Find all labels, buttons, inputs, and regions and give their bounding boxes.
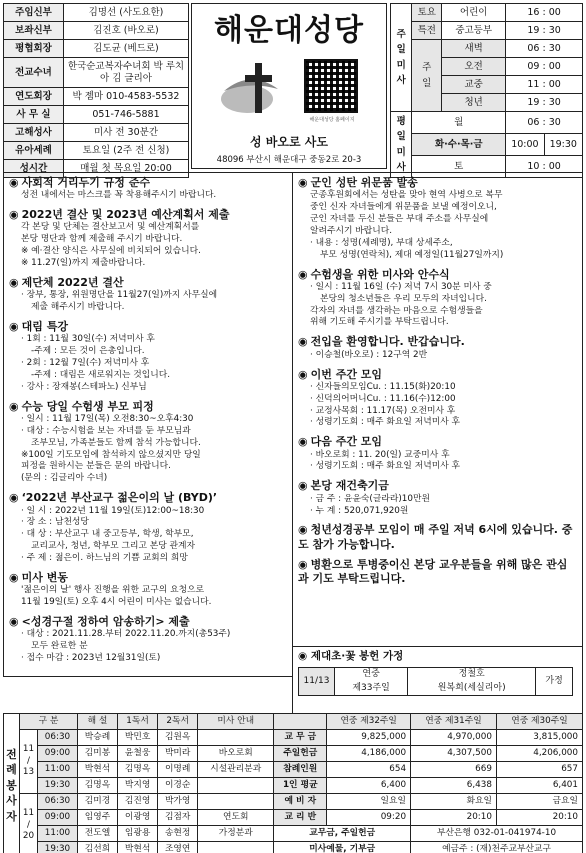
notice-line: '젊은이의 날' 행사 진행을 위한 교구의 요청으로 [21, 585, 205, 596]
service-cell: 송현정 [158, 826, 198, 842]
service-cell [198, 794, 274, 810]
stats-cell: 6,401 [496, 778, 582, 794]
footer-value: 부산은행 032-01-041974-10 [411, 826, 583, 842]
staff-value: 매월 첫 목요일 20:00 [64, 160, 189, 178]
notice-section [9, 491, 287, 565]
service-cell: 06:30 [38, 730, 78, 746]
notice-title: ◉ 본당 재건축기금 [298, 479, 389, 493]
notice-line: 군인 자녀를 두신 분들은 부대 주소를 사무실에 [310, 214, 489, 225]
sched-cell: 중고등부 [442, 22, 506, 40]
staff-role: 사 무 실 [4, 106, 64, 124]
stats-cell: 교 리 반 [274, 810, 327, 826]
notice-section [9, 276, 287, 314]
service-cell [198, 730, 274, 746]
notice-line: 교리교사, 청년, 학부모 그리고 본당 관계자 [31, 541, 196, 552]
notice-line: · 주 제 : 젊은이. 하느님의 기쁨 교회의 희망 [21, 553, 188, 564]
service-date: 11 / 20 [20, 794, 38, 853]
service-cell [198, 842, 274, 853]
service-cell: 시설관리분과 [198, 762, 274, 778]
right-notices [292, 172, 583, 677]
notice-section [298, 176, 577, 262]
notice-section [298, 268, 577, 330]
service-cell: 김진영 [118, 794, 158, 810]
notice-title: ◉ 청년성경공부 모임이 매 주일 저녁 6시에 있습니다. 중도 참가 가능합니다. [298, 523, 573, 551]
notice-title: ◉ ‘2022년 부산교구 젊은이의 날 (BYD)’ [9, 491, 218, 505]
notice-line: 본당의 청소년들은 우리 모두의 자녀입니다. [320, 293, 487, 304]
staff-role: 보좌신부 [4, 22, 64, 40]
notice-line: · 대 상 : 부산교구 내 중고등부, 학생, 학부모, [21, 529, 194, 540]
stats-cell: 4,186,000 [327, 746, 411, 762]
sched-cell: 06 : 30 [506, 112, 583, 134]
staff-role: 연도회장 [4, 88, 64, 106]
notice-line: 각 본당 및 단체는 결산보고서 및 예산계획서를 [21, 222, 200, 233]
flower-title: ◉ 제대초·꽃 봉헌 가정 [298, 650, 404, 662]
notice-line: · 신덕의어머니Cu. : 11.16(수)12:00 [310, 393, 456, 404]
notice-line: 부모 성명(연락처), 제대 예정일(11월27일까지) [320, 249, 504, 260]
notice-line: · 교정사목회 : 11.17(목) 오전미사 후 [310, 405, 456, 416]
sched-cell: 16 : 00 [506, 4, 583, 22]
sched-cell: 특전 [412, 22, 442, 40]
title-block [191, 3, 387, 169]
service-date: 11 / 13 [20, 730, 38, 794]
notice-line: (문의 : 김글리아 수녀) [21, 473, 108, 484]
service-cell: 이경순 [158, 778, 198, 794]
service-header: 해 설 [77, 714, 117, 730]
service-cell: 김명옥 [77, 778, 117, 794]
notice-line: · 바오로회 : 11. 20(일) 교중미사 후 [310, 449, 450, 460]
service-cell: 윤철웅 [118, 746, 158, 762]
stats-cell: 6,438 [411, 778, 497, 794]
flower-cell: 정철호 [408, 668, 536, 682]
notice-title: ◉ 군인 성탄 위문품 발송 [298, 176, 418, 189]
notice-title: ◉ 사회적 거리두기 규정 준수 [9, 176, 150, 189]
notice-line: · 장 소 : 남천성당 [21, 517, 89, 528]
notice-section [298, 335, 577, 361]
service-cell: 박현석 [118, 842, 158, 853]
notice-line: · 1회 : 11월 30일(수) 저녁미사 후 [21, 334, 155, 345]
service-cell: 임영주 [77, 810, 117, 826]
sched-cell: 교중 [442, 76, 506, 94]
service-cell: 김점자 [158, 810, 198, 826]
service-cell: 박지영 [118, 778, 158, 794]
sched-cell: 월 [412, 112, 506, 134]
stats-header: 연중 제32주일 [327, 714, 411, 730]
service-header: 미사 안내 [198, 714, 274, 730]
stats-header: 연중 제30주일 [496, 714, 582, 730]
notice-line: · 성령기도회 : 매주 화요일 저녁미사 후 [310, 461, 461, 472]
notice-line: 군종후원회에서는 성탄을 맞아 현역 사병으로 복무 [310, 190, 503, 201]
notice-line: 본당 명단과 함께 제출해 주시기 바랍니다. [21, 234, 183, 245]
notice-section [298, 558, 577, 587]
service-cell: 김원옥 [158, 730, 198, 746]
service-cell: 박민호 [118, 730, 158, 746]
notice-line: ※100일 기도모임에 참석하지 않으셨지만 당일 [21, 449, 201, 460]
notice-line: · 2회 : 12월 7일(수) 저녁미사 후 [21, 358, 150, 369]
sched-cell: 새벽 [442, 40, 506, 58]
staff-value: 한국순교복자수녀회 박 루치아 김 글리아 [64, 58, 189, 88]
stats-cell: 9,825,000 [327, 730, 411, 746]
notice-section [9, 176, 287, 202]
service-cell: 바오로회 [198, 746, 274, 762]
notice-title: ◉ <성경구절 정하여 암송하기> 제출 [9, 614, 190, 628]
service-cell: 조영연 [158, 842, 198, 853]
staff-value: 토요일 (2주 전 신청) [64, 142, 189, 160]
notice-section [9, 208, 287, 270]
sched-cell: 10 : 00 [506, 156, 583, 178]
service-cell: 박미라 [158, 746, 198, 762]
flower-cell: 제33주일 [335, 682, 408, 696]
notice-line: 성전 내에서는 마스크를 꼭 착용해주시기 바랍니다. [21, 190, 217, 201]
footer-label: 미사예물, 기부금 [274, 842, 411, 853]
notice-line: · 대상 : 수능시험을 보는 자녀를 둔 부모님과 [21, 425, 191, 436]
notice-line: · 일 시 : 2022년 11월 19일(토)12:00~18:30 [21, 505, 205, 516]
service-cell: 19:30 [38, 778, 78, 794]
sched-cell: 11 : 00 [506, 76, 583, 94]
staff-role: 주임신부 [4, 4, 64, 22]
staff-role: 성시간 [4, 160, 64, 178]
sunday-mass-label: 주일미사 [391, 4, 412, 112]
sched-cell: 청년 [442, 94, 506, 112]
service-cell: 박현석 [77, 762, 117, 778]
service-cell: 09:00 [38, 810, 78, 826]
service-cell: 이명례 [158, 762, 198, 778]
staff-role: 평협회장 [4, 40, 64, 58]
notice-title: ◉ 수험생을 위한 미사와 안수식 [298, 267, 450, 281]
notice-line: -주제 : 모든 것이 은총입니다. [31, 346, 145, 357]
stats-cell: 669 [411, 762, 497, 778]
sched-cell: 오전 [442, 58, 506, 76]
service-cell: 이광영 [118, 810, 158, 826]
stats-cell: 3,815,000 [496, 730, 582, 746]
notice-line: 위해 기도해 주시기를 부탁드립니다. [310, 317, 449, 328]
sched-cell: 19:30 [544, 134, 582, 156]
staff-role: 전교수녀 [4, 58, 64, 88]
flower-offering [292, 646, 583, 714]
flower-cell: 연중 [335, 668, 408, 682]
mass-schedule [390, 3, 583, 178]
notice-line: · 일시 : 11월 16일 (수) 저녁 7시 30분 미사 중 [310, 281, 492, 292]
sched-cell: 06 : 30 [506, 40, 583, 58]
sched-cell: 19 : 30 [506, 22, 583, 40]
notice-title: ◉ 다음 주간 모임 [298, 435, 383, 449]
notice-line: · 성령기도회 : 매주 화요일 저녁미사 후 [310, 417, 461, 428]
notice-line: · 대상 : 2021.11.28.부터 2022.11.20.까지(총53주) [21, 629, 231, 640]
stats-cell: 6,400 [327, 778, 411, 794]
staff-value: 김도균 (베드로) [64, 40, 189, 58]
staff-role: 고해성사 [4, 124, 64, 142]
staff-value: 김명선 (사도요한) [64, 4, 189, 22]
notice-section [298, 523, 577, 552]
notice-line: 조부모님, 가족분들도 함께 참석 가능합니다. [31, 437, 201, 448]
stats-cell: 4,970,000 [411, 730, 497, 746]
notice-title: ◉ 수능 당일 수험생 부모 피정 [9, 399, 154, 413]
parish-address: 48096 부산시 해운대구 중동2로 20-3 [216, 155, 362, 165]
notice-line: · 누 계 : 520,071,920원 [310, 505, 409, 516]
service-cell: 임광용 [118, 826, 158, 842]
stats-cell: 참례인원 [274, 762, 327, 778]
service-cell: 19:30 [38, 842, 78, 853]
stats-cell: 1인 평균 [274, 778, 327, 794]
notice-title: ◉ 2022년 결산 및 2023년 예산계획서 제출 [9, 208, 230, 222]
notice-line: · 이승철(바오로) : 12구역 2반 [310, 349, 428, 360]
service-cell: 전도엘 [77, 826, 117, 842]
notice-title: ◉ 미사 변동 [9, 570, 68, 584]
service-cell: 김미경 [77, 794, 117, 810]
staff-table [3, 3, 189, 178]
notice-line: -주제 : 대림은 새로워지는 것입니다. [31, 369, 171, 380]
service-header: 2독서 [158, 714, 198, 730]
notice-line: ※ 예·결산 양식은 사무실에 비치되어 있습니다. [21, 246, 201, 257]
sched-cell: 09 : 00 [506, 58, 583, 76]
staff-value: 김진호 (바오로) [64, 22, 189, 40]
flower-cell: 가정 [536, 668, 573, 696]
notice-title: ◉ 병환으로 투병중이신 본당 교우분들을 위해 많은 관심과 기도 부탁드립니다. [298, 558, 568, 586]
notice-line: 제출 해주시기 바랍니다. [31, 302, 125, 313]
notice-line: 알려주시기 바랍니다. [310, 225, 393, 236]
service-cell: 11:00 [38, 826, 78, 842]
staff-value: 051-746-5881 [64, 106, 189, 124]
notice-line: ※ 11.27(일)까지 제출바랍니다. [21, 258, 146, 269]
stats-cell: 주일헌금 [274, 746, 327, 762]
page-title: 해운대성당 [214, 13, 364, 48]
stats-cell: 4,206,000 [496, 746, 582, 762]
sched-cell: 19 : 30 [506, 94, 583, 112]
weekday-mass-label: 평일미사 [391, 112, 412, 178]
notice-line: · 신자들의모임Cu. : 11.15(화)20:10 [310, 381, 456, 392]
staff-value: 박 젬마 010-4583-5532 [64, 88, 189, 106]
notice-line: · 강사 : 장재봉(스테파노) 신부님 [21, 381, 147, 392]
notice-section [9, 320, 287, 394]
stats-cell: 20:10 [411, 810, 497, 826]
service-cell: 김선희 [77, 842, 117, 853]
notice-section [9, 400, 287, 486]
stats-cell: 09:20 [327, 810, 411, 826]
sched-cell: 토 [412, 156, 506, 178]
service-cell [198, 778, 274, 794]
stats-cell: 657 [496, 762, 582, 778]
stats-cell: 금요일 [496, 794, 582, 810]
notice-title: ◉ 전입을 환영합니다. 반갑습니다. [298, 335, 465, 349]
service-header: 구 분 [20, 714, 78, 730]
service-side-label: 전례봉사자 [4, 714, 20, 853]
sunday-label: 주 일 [412, 40, 442, 112]
footer-label: 교무금, 주일헌금 [274, 826, 411, 842]
qr-code-icon[interactable] [304, 59, 358, 113]
stats-cell: 예 비 자 [274, 794, 327, 810]
flower-date: 11/13 [299, 668, 335, 696]
notice-section [9, 615, 287, 665]
notice-line: · 내용 : 성명(세례명), 부대 상세주소, [310, 237, 453, 248]
stats-cell: 화요일 [411, 794, 497, 810]
service-cell: 가정분과 [198, 826, 274, 842]
stats-header [274, 714, 327, 730]
flower-cell: 원복희(세실리아) [408, 682, 536, 696]
notice-title: ◉ 대림 특강 [9, 320, 68, 334]
sched-cell: 어린이 [442, 4, 506, 22]
notice-title: ◉ 이번 주간 모임 [298, 367, 383, 381]
stats-cell: 일요일 [327, 794, 411, 810]
stats-header: 연중 제31주일 [411, 714, 497, 730]
sched-cell: 토요 [412, 4, 442, 22]
service-cell: 박가영 [158, 794, 198, 810]
service-cell: 김명옥 [118, 762, 158, 778]
service-cell: 11:00 [38, 762, 78, 778]
notice-section [9, 571, 287, 609]
notice-line: · 일시 : 11월 17일(목) 오전8:30~오후4:30 [21, 413, 194, 424]
notice-line: 모두 완료한 분 [31, 641, 88, 652]
stats-cell: 교 무 금 [274, 730, 327, 746]
stats-cell: 20:10 [496, 810, 582, 826]
service-cell: 연도회 [198, 810, 274, 826]
notice-line: 각자의 자녀를 생각하는 마음으로 수험생들을 [310, 305, 483, 316]
service-header: 1독서 [118, 714, 158, 730]
notice-line: · 접수 마감 : 2023년 12월31일(토) [21, 653, 161, 663]
notice-line: · 장부, 통장, 위원명단을 11월27(일)까지 사무실에 [21, 290, 218, 301]
service-cell: 박승례 [77, 730, 117, 746]
notice-section [298, 479, 577, 517]
parish-patron: 성 바오로 사도 [250, 135, 328, 149]
parish-logo-icon [220, 59, 282, 119]
notice-line: · 금 주 : 윤윤숙(글라라)10만원 [310, 493, 430, 504]
left-notices [3, 172, 293, 677]
stats-cell: 4,307,500 [411, 746, 497, 762]
notice-title: ◉ 제단체 2022년 결산 [9, 275, 124, 289]
notice-line: 11월 19일(토) 오후 4시 어린이 미사는 없습니다. [21, 597, 212, 608]
sched-cell: 화·수·목·금 [412, 134, 506, 156]
stats-cell: 654 [327, 762, 411, 778]
flower-table [298, 667, 573, 696]
liturgy-service-table [3, 713, 583, 853]
service-cell: 김미봉 [77, 746, 117, 762]
service-cell: 09:00 [38, 746, 78, 762]
staff-value: 미사 전 30분간 [64, 124, 189, 142]
service-cell: 06:30 [38, 794, 78, 810]
staff-role: 유아세례 [4, 142, 64, 160]
sched-cell: 10:00 [506, 134, 544, 156]
notice-line: 피정을 원하시는 분들은 문의 바랍니다. [21, 461, 171, 472]
qr-caption: 해운대성당 홈페이지 [309, 117, 355, 123]
notice-section [298, 435, 577, 473]
footer-value: 예금주 : (재)천주교부산교구 [411, 842, 583, 853]
notice-line: 중인 신자 자녀들에게 위문품을 보낼 예정이오니, [310, 202, 497, 213]
notice-section [298, 368, 577, 430]
